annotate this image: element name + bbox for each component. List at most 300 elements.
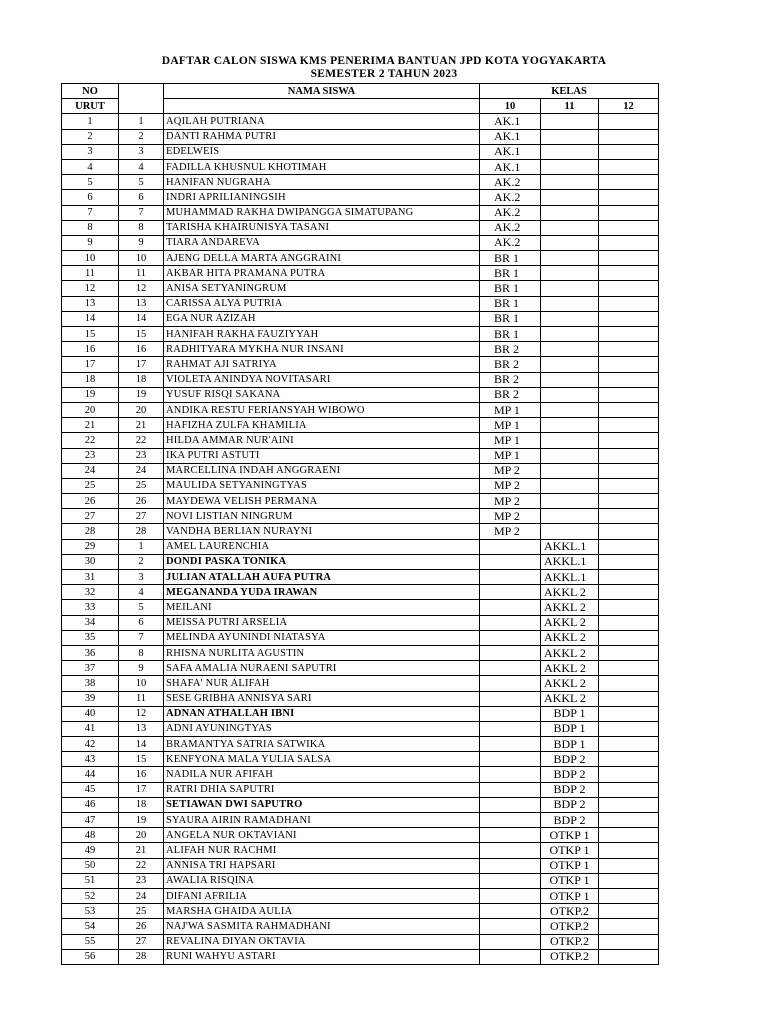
row-kelas-11: AKKL 2 bbox=[541, 585, 599, 600]
row-kelas-10 bbox=[480, 585, 541, 600]
row-kelas-10: MP 2 bbox=[480, 463, 541, 478]
row-no: 45 bbox=[62, 782, 119, 797]
row-kelas-10 bbox=[480, 661, 541, 676]
row-nama: AWALIA RISQINA bbox=[164, 873, 480, 888]
row-kelas-11 bbox=[541, 205, 599, 220]
row-no: 38 bbox=[62, 676, 119, 691]
row-kelas-10 bbox=[480, 676, 541, 691]
row-urut: 23 bbox=[119, 873, 164, 888]
row-kelas-12 bbox=[599, 645, 659, 660]
row-nama: SYAURA AIRIN RAMADHANI bbox=[164, 813, 480, 828]
row-no: 36 bbox=[62, 645, 119, 660]
row-no: 18 bbox=[62, 372, 119, 387]
row-kelas-11: BDP 2 bbox=[541, 752, 599, 767]
row-no: 37 bbox=[62, 661, 119, 676]
row-kelas-11 bbox=[541, 478, 599, 493]
row-nama: ADNAN ATHALLAH IBNI bbox=[164, 706, 480, 721]
row-urut: 18 bbox=[119, 797, 164, 812]
table-row bbox=[62, 782, 659, 797]
header-k10: 10 bbox=[480, 99, 541, 114]
table-row bbox=[62, 205, 659, 220]
row-kelas-10 bbox=[480, 554, 541, 569]
row-kelas-11 bbox=[541, 175, 599, 190]
row-urut: 15 bbox=[119, 327, 164, 342]
row-no: 20 bbox=[62, 402, 119, 417]
row-urut: 6 bbox=[119, 615, 164, 630]
row-kelas-12 bbox=[599, 858, 659, 873]
table-row bbox=[62, 129, 659, 144]
row-kelas-10 bbox=[480, 949, 541, 964]
row-nama: IKA PUTRI ASTUTI bbox=[164, 448, 480, 463]
row-no: 44 bbox=[62, 767, 119, 782]
row-urut: 4 bbox=[119, 159, 164, 174]
row-kelas-11: AKKL 2 bbox=[541, 645, 599, 660]
row-urut: 12 bbox=[119, 706, 164, 721]
row-urut: 17 bbox=[119, 357, 164, 372]
row-kelas-12 bbox=[599, 266, 659, 281]
row-urut: 6 bbox=[119, 190, 164, 205]
row-no: 14 bbox=[62, 311, 119, 326]
row-nama: MEISSA PUTRI ARSELIA bbox=[164, 615, 480, 630]
table-row bbox=[62, 418, 659, 433]
row-urut: 21 bbox=[119, 418, 164, 433]
table-row bbox=[62, 448, 659, 463]
row-kelas-10: BR 1 bbox=[480, 327, 541, 342]
row-kelas-11 bbox=[541, 509, 599, 524]
row-kelas-12 bbox=[599, 448, 659, 463]
row-kelas-12 bbox=[599, 190, 659, 205]
row-nama: ALIFAH NUR RACHMI bbox=[164, 843, 480, 858]
row-no: 27 bbox=[62, 509, 119, 524]
row-urut: 28 bbox=[119, 524, 164, 539]
row-kelas-12 bbox=[599, 372, 659, 387]
row-no: 48 bbox=[62, 828, 119, 843]
header-k11: 11 bbox=[541, 99, 599, 114]
table-row bbox=[62, 828, 659, 843]
row-nama: RAHMAT AJI SATRIYA bbox=[164, 357, 480, 372]
row-kelas-11 bbox=[541, 524, 599, 539]
row-no: 56 bbox=[62, 949, 119, 964]
header-urut: URUT bbox=[62, 99, 119, 114]
row-no: 24 bbox=[62, 463, 119, 478]
table-row bbox=[62, 888, 659, 903]
row-no: 25 bbox=[62, 478, 119, 493]
document-title: DAFTAR CALON SISWA KMS PENERIMA BANTUAN JPD KOTA YOGYAKARTA bbox=[161, 55, 607, 67]
table-row bbox=[62, 554, 659, 569]
row-urut: 19 bbox=[119, 387, 164, 402]
row-kelas-10: MP 2 bbox=[480, 494, 541, 509]
row-kelas-10: MP 2 bbox=[480, 509, 541, 524]
row-kelas-12 bbox=[599, 281, 659, 296]
row-kelas-11: AKKL 2 bbox=[541, 630, 599, 645]
row-nama: CARISSA ALYA PUTRIA bbox=[164, 296, 480, 311]
row-kelas-11 bbox=[541, 418, 599, 433]
row-no: 43 bbox=[62, 752, 119, 767]
row-kelas-12 bbox=[599, 615, 659, 630]
row-nama: TARISHA KHAIRUNISYA TASANI bbox=[164, 220, 480, 235]
row-urut: 15 bbox=[119, 752, 164, 767]
row-urut: 10 bbox=[119, 251, 164, 266]
row-urut: 3 bbox=[119, 570, 164, 585]
row-no: 52 bbox=[62, 888, 119, 903]
row-nama: VIOLETA ANINDYA NOVITASARI bbox=[164, 372, 480, 387]
row-nama: DANTI RAHMA PUTRI bbox=[164, 129, 480, 144]
row-nama: EDELWEIS bbox=[164, 144, 480, 159]
row-kelas-11 bbox=[541, 402, 599, 417]
row-no: 26 bbox=[62, 494, 119, 509]
row-nama: REVALINA DIYAN OKTAVIA bbox=[164, 934, 480, 949]
row-nama: YUSUF RISQI SAKANA bbox=[164, 387, 480, 402]
table-row bbox=[62, 858, 659, 873]
table-row bbox=[62, 615, 659, 630]
row-nama: SAFA AMALIA NURAENI SAPUTRI bbox=[164, 661, 480, 676]
table-row bbox=[62, 676, 659, 691]
row-urut: 16 bbox=[119, 767, 164, 782]
row-kelas-11 bbox=[541, 251, 599, 266]
row-kelas-10: BR 2 bbox=[480, 357, 541, 372]
row-kelas-10: AK.2 bbox=[480, 220, 541, 235]
row-kelas-12 bbox=[599, 296, 659, 311]
table-row bbox=[62, 342, 659, 357]
row-nama: SESE GRIBHA ANNISYA SARI bbox=[164, 691, 480, 706]
row-kelas-10 bbox=[480, 873, 541, 888]
row-kelas-12 bbox=[599, 524, 659, 539]
table-row bbox=[62, 721, 659, 736]
table-row bbox=[62, 114, 659, 129]
row-no: 42 bbox=[62, 737, 119, 752]
table-row bbox=[62, 904, 659, 919]
row-kelas-12 bbox=[599, 706, 659, 721]
row-kelas-10: AK.1 bbox=[480, 144, 541, 159]
row-kelas-12 bbox=[599, 235, 659, 250]
row-no: 10 bbox=[62, 251, 119, 266]
row-kelas-11: BDP 1 bbox=[541, 721, 599, 736]
row-nama: MUHAMMAD RAKHA DWIPANGGA SIMATUPANG bbox=[164, 205, 480, 220]
table-row bbox=[62, 661, 659, 676]
row-urut: 16 bbox=[119, 342, 164, 357]
row-urut: 21 bbox=[119, 843, 164, 858]
row-kelas-11: OTKP 1 bbox=[541, 888, 599, 903]
row-no: 17 bbox=[62, 357, 119, 372]
row-nama: MAULIDA SETYANINGTYAS bbox=[164, 478, 480, 493]
table-row bbox=[62, 934, 659, 949]
table-row bbox=[62, 539, 659, 554]
row-kelas-11: AKKL 2 bbox=[541, 691, 599, 706]
row-kelas-12 bbox=[599, 509, 659, 524]
row-no: 6 bbox=[62, 190, 119, 205]
row-nama: ANISA SETYANINGRUM bbox=[164, 281, 480, 296]
row-nama: DIFANI AFRILIA bbox=[164, 888, 480, 903]
row-kelas-12 bbox=[599, 737, 659, 752]
row-kelas-12 bbox=[599, 342, 659, 357]
row-urut: 24 bbox=[119, 463, 164, 478]
row-kelas-12 bbox=[599, 949, 659, 964]
row-no: 33 bbox=[62, 600, 119, 615]
row-kelas-10: BR 1 bbox=[480, 266, 541, 281]
row-kelas-12 bbox=[599, 387, 659, 402]
row-urut: 24 bbox=[119, 888, 164, 903]
row-urut: 9 bbox=[119, 235, 164, 250]
table-row bbox=[62, 813, 659, 828]
row-urut: 5 bbox=[119, 175, 164, 190]
table-row bbox=[62, 235, 659, 250]
table-row bbox=[62, 630, 659, 645]
table-row bbox=[62, 463, 659, 478]
table-row bbox=[62, 585, 659, 600]
row-kelas-10 bbox=[480, 888, 541, 903]
header-row bbox=[62, 84, 659, 99]
row-nama: EGA NUR AZIZAH bbox=[164, 311, 480, 326]
row-kelas-10 bbox=[480, 858, 541, 873]
row-urut: 3 bbox=[119, 144, 164, 159]
row-kelas-10: AK.2 bbox=[480, 190, 541, 205]
row-nama: SETIAWAN DWI SAPUTRO bbox=[164, 797, 480, 812]
row-urut: 28 bbox=[119, 949, 164, 964]
row-nama: INDRI APRILIANINGSIH bbox=[164, 190, 480, 205]
row-nama: VANDHA BERLIAN NURAYNI bbox=[164, 524, 480, 539]
row-kelas-11: BDP 2 bbox=[541, 797, 599, 812]
row-nama: MARSHA GHAIDA AULIA bbox=[164, 904, 480, 919]
row-urut: 25 bbox=[119, 478, 164, 493]
row-kelas-11 bbox=[541, 463, 599, 478]
row-kelas-12 bbox=[599, 873, 659, 888]
row-kelas-12 bbox=[599, 919, 659, 934]
row-kelas-12 bbox=[599, 205, 659, 220]
table-row bbox=[62, 387, 659, 402]
table-row bbox=[62, 600, 659, 615]
table-row bbox=[62, 281, 659, 296]
table-row bbox=[62, 251, 659, 266]
header-nama: NAMA SISWA bbox=[164, 84, 480, 99]
row-nama: RADHITYARA MYKHA NUR INSANI bbox=[164, 342, 480, 357]
row-kelas-12 bbox=[599, 843, 659, 858]
row-kelas-10: MP 2 bbox=[480, 524, 541, 539]
row-kelas-11: BDP 2 bbox=[541, 813, 599, 828]
table-row bbox=[62, 767, 659, 782]
row-kelas-10 bbox=[480, 782, 541, 797]
row-kelas-11: BDP 2 bbox=[541, 782, 599, 797]
table-row bbox=[62, 524, 659, 539]
row-kelas-10: BR 2 bbox=[480, 387, 541, 402]
row-urut: 8 bbox=[119, 645, 164, 660]
row-kelas-11: BDP 2 bbox=[541, 767, 599, 782]
row-kelas-12 bbox=[599, 661, 659, 676]
row-nama: MEILANI bbox=[164, 600, 480, 615]
row-urut: 7 bbox=[119, 630, 164, 645]
row-nama: MELINDA AYUNINDI NIATASYA bbox=[164, 630, 480, 645]
row-kelas-12 bbox=[599, 721, 659, 736]
table-row bbox=[62, 433, 659, 448]
row-kelas-10 bbox=[480, 615, 541, 630]
row-kelas-11 bbox=[541, 372, 599, 387]
row-no: 40 bbox=[62, 706, 119, 721]
row-kelas-11: OTKP 1 bbox=[541, 873, 599, 888]
table-row bbox=[62, 220, 659, 235]
row-nama: KENFYONA MALA YULIA SALSA bbox=[164, 752, 480, 767]
row-no: 8 bbox=[62, 220, 119, 235]
row-urut: 11 bbox=[119, 266, 164, 281]
row-kelas-10 bbox=[480, 721, 541, 736]
row-kelas-10 bbox=[480, 539, 541, 554]
row-kelas-12 bbox=[599, 888, 659, 903]
row-kelas-11 bbox=[541, 281, 599, 296]
row-urut: 20 bbox=[119, 402, 164, 417]
row-kelas-11 bbox=[541, 296, 599, 311]
row-urut: 13 bbox=[119, 721, 164, 736]
row-urut: 2 bbox=[119, 129, 164, 144]
row-urut: 22 bbox=[119, 858, 164, 873]
row-kelas-11 bbox=[541, 129, 599, 144]
row-urut: 13 bbox=[119, 296, 164, 311]
row-urut: 8 bbox=[119, 220, 164, 235]
header-kelas: KELAS bbox=[480, 84, 659, 99]
row-kelas-10: BR 1 bbox=[480, 251, 541, 266]
row-kelas-12 bbox=[599, 797, 659, 812]
row-kelas-10 bbox=[480, 630, 541, 645]
row-kelas-12 bbox=[599, 418, 659, 433]
row-kelas-12 bbox=[599, 251, 659, 266]
row-kelas-10 bbox=[480, 645, 541, 660]
table-row bbox=[62, 296, 659, 311]
row-kelas-11: OTKP 1 bbox=[541, 858, 599, 873]
row-kelas-10: MP 1 bbox=[480, 418, 541, 433]
table-row bbox=[62, 949, 659, 964]
row-no: 9 bbox=[62, 235, 119, 250]
row-nama: JULIAN ATALLAH AUFA PUTRA bbox=[164, 570, 480, 585]
row-nama: AKBAR HITA PRAMANA PUTRA bbox=[164, 266, 480, 281]
row-kelas-11 bbox=[541, 448, 599, 463]
row-kelas-10: AK.2 bbox=[480, 205, 541, 220]
table-row bbox=[62, 175, 659, 190]
row-kelas-12 bbox=[599, 402, 659, 417]
row-kelas-11: BDP 1 bbox=[541, 737, 599, 752]
row-nama: RHISNA NURLITA AGUSTIN bbox=[164, 645, 480, 660]
row-kelas-12 bbox=[599, 478, 659, 493]
row-kelas-11 bbox=[541, 235, 599, 250]
row-urut: 23 bbox=[119, 448, 164, 463]
row-kelas-11 bbox=[541, 387, 599, 402]
table-row bbox=[62, 843, 659, 858]
row-kelas-12 bbox=[599, 129, 659, 144]
row-nama: RATRI DHIA SAPUTRI bbox=[164, 782, 480, 797]
header-nama-blank bbox=[164, 99, 480, 114]
row-kelas-12 bbox=[599, 691, 659, 706]
table-row bbox=[62, 645, 659, 660]
row-urut: 7 bbox=[119, 205, 164, 220]
row-no: 34 bbox=[62, 615, 119, 630]
row-kelas-12 bbox=[599, 570, 659, 585]
row-no: 3 bbox=[62, 144, 119, 159]
row-kelas-10 bbox=[480, 843, 541, 858]
row-nama: ADNI AYUNINGTYAS bbox=[164, 721, 480, 736]
row-kelas-12 bbox=[599, 904, 659, 919]
row-nama: HAFIZHA ZULFA KHAMILIA bbox=[164, 418, 480, 433]
row-kelas-10 bbox=[480, 706, 541, 721]
table-row bbox=[62, 190, 659, 205]
row-nama: ANNISA TRI HAPSARI bbox=[164, 858, 480, 873]
row-no: 23 bbox=[62, 448, 119, 463]
table-row bbox=[62, 752, 659, 767]
row-kelas-11: AKKL.1 bbox=[541, 570, 599, 585]
row-kelas-11: OTKP 1 bbox=[541, 843, 599, 858]
row-no: 15 bbox=[62, 327, 119, 342]
row-kelas-10: AK.2 bbox=[480, 235, 541, 250]
row-kelas-12 bbox=[599, 433, 659, 448]
table-row bbox=[62, 691, 659, 706]
row-kelas-10 bbox=[480, 570, 541, 585]
row-kelas-12 bbox=[599, 676, 659, 691]
table-row bbox=[62, 737, 659, 752]
table-row bbox=[62, 706, 659, 721]
table-row bbox=[62, 570, 659, 585]
row-nama: MAYDEWA VELISH PERMANA bbox=[164, 494, 480, 509]
row-kelas-10 bbox=[480, 797, 541, 812]
row-kelas-11 bbox=[541, 114, 599, 129]
row-urut: 1 bbox=[119, 539, 164, 554]
row-urut: 27 bbox=[119, 509, 164, 524]
row-kelas-10: BR 2 bbox=[480, 372, 541, 387]
row-kelas-11: AKKL 2 bbox=[541, 600, 599, 615]
row-kelas-12 bbox=[599, 114, 659, 129]
row-kelas-11 bbox=[541, 357, 599, 372]
table-row bbox=[62, 327, 659, 342]
row-no: 4 bbox=[62, 159, 119, 174]
row-no: 35 bbox=[62, 630, 119, 645]
row-urut: 4 bbox=[119, 585, 164, 600]
table-row bbox=[62, 311, 659, 326]
row-kelas-10 bbox=[480, 737, 541, 752]
document-subtitle: SEMESTER 2 TAHUN 2023 bbox=[310, 68, 458, 80]
row-kelas-11: AKKL 2 bbox=[541, 661, 599, 676]
row-nama: AQILAH PUTRIANA bbox=[164, 114, 480, 129]
row-kelas-11: BDP 1 bbox=[541, 706, 599, 721]
row-urut: 1 bbox=[119, 114, 164, 129]
row-kelas-12 bbox=[599, 585, 659, 600]
row-nama: SHAFA' NUR ALIFAH bbox=[164, 676, 480, 691]
row-kelas-12 bbox=[599, 752, 659, 767]
row-nama: HILDA AMMAR NUR'AINI bbox=[164, 433, 480, 448]
row-kelas-12 bbox=[599, 630, 659, 645]
row-kelas-10: BR 1 bbox=[480, 281, 541, 296]
row-kelas-12 bbox=[599, 554, 659, 569]
table-body bbox=[62, 114, 659, 965]
row-no: 21 bbox=[62, 418, 119, 433]
row-urut: 2 bbox=[119, 554, 164, 569]
row-kelas-10: AK.2 bbox=[480, 175, 541, 190]
row-nama: HANIFAN NUGRAHA bbox=[164, 175, 480, 190]
table-row bbox=[62, 478, 659, 493]
row-no: 11 bbox=[62, 266, 119, 281]
row-kelas-11 bbox=[541, 190, 599, 205]
row-kelas-10: MP 1 bbox=[480, 448, 541, 463]
row-kelas-11 bbox=[541, 220, 599, 235]
row-no: 28 bbox=[62, 524, 119, 539]
row-kelas-11 bbox=[541, 327, 599, 342]
student-table bbox=[61, 83, 659, 965]
row-kelas-11: AKKL 2 bbox=[541, 615, 599, 630]
row-kelas-12 bbox=[599, 600, 659, 615]
row-nama: MEGANANDA YUDA IRAWAN bbox=[164, 585, 480, 600]
row-kelas-11 bbox=[541, 433, 599, 448]
row-nama: ANGELA NUR OKTAVIANI bbox=[164, 828, 480, 843]
row-no: 55 bbox=[62, 934, 119, 949]
row-no: 12 bbox=[62, 281, 119, 296]
row-kelas-11: OTKP.2 bbox=[541, 949, 599, 964]
table-row bbox=[62, 266, 659, 281]
row-no: 39 bbox=[62, 691, 119, 706]
row-kelas-12 bbox=[599, 159, 659, 174]
row-nama: NAJ'WA SASMITA RAHMADHANI bbox=[164, 919, 480, 934]
